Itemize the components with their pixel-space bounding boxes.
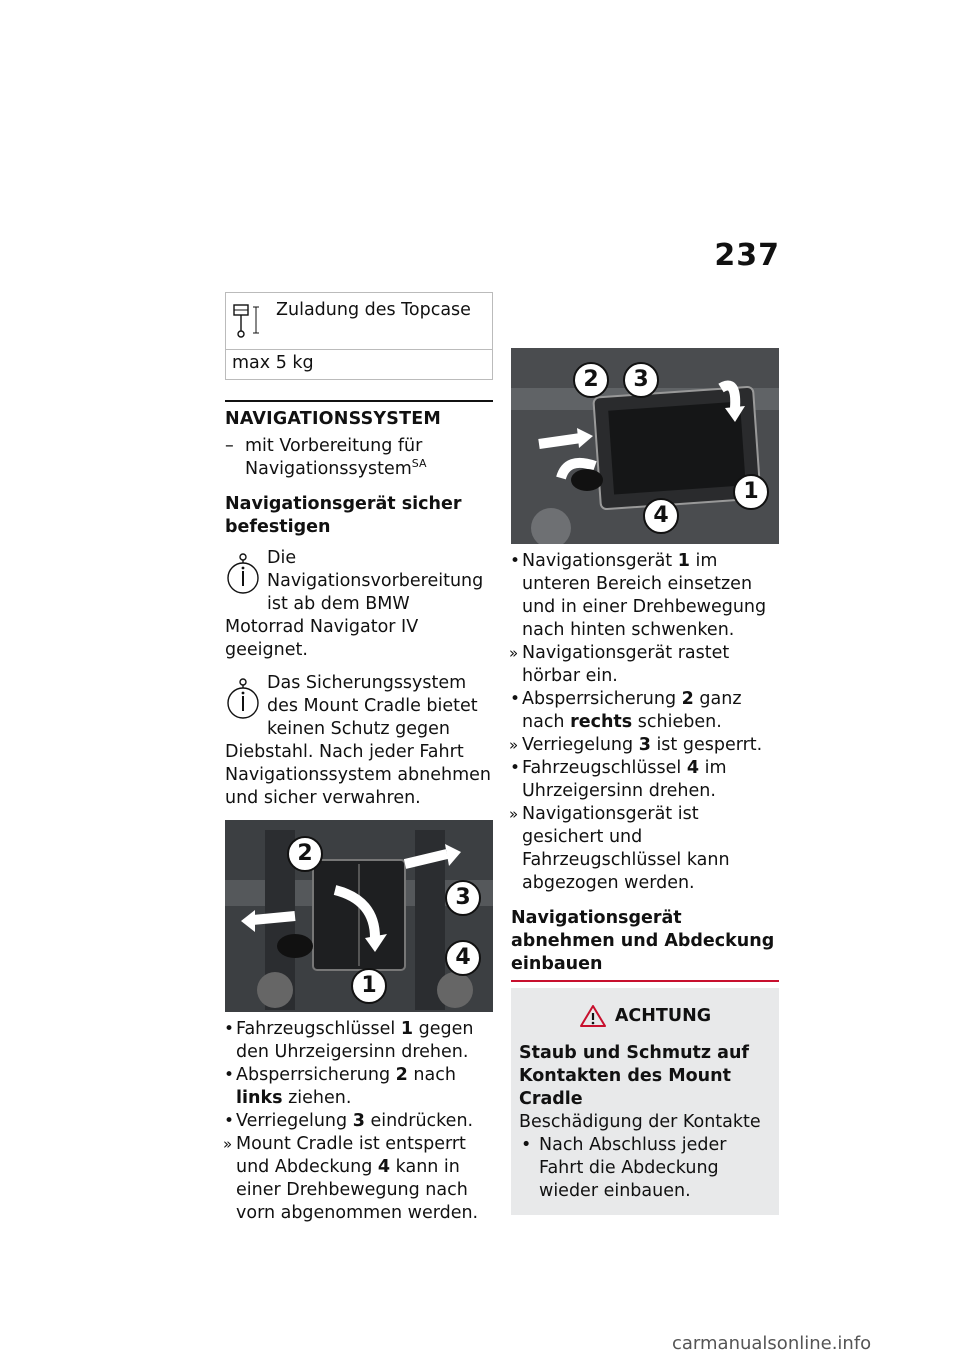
right-column bbox=[511, 288, 779, 1215]
option-item bbox=[225, 435, 493, 481]
callout-1: 1 bbox=[351, 968, 387, 1004]
warning-triangle-icon bbox=[579, 1004, 607, 1028]
warning-box bbox=[511, 988, 779, 1215]
weight-icon bbox=[232, 301, 264, 341]
step-result: » Verriegelung 3 ist gesperrt. bbox=[509, 735, 763, 755]
subsection-title-2: Navigationsgerät abnehmen und Abdeckung einbauen bbox=[511, 907, 779, 982]
left-column bbox=[225, 292, 493, 1225]
step-result: » Navigationsgerät ist gesichert und Fahrzeugschlüssel kann abgezogen werden. bbox=[509, 804, 730, 893]
warning-remedy: • Nach Abschluss jeder Fahrt die Abdeckung wieder einbauen. bbox=[521, 1135, 727, 1201]
option-sup: SA bbox=[411, 457, 427, 471]
step-item: • Absperrsicherung 2 ganz nach rechts schieben. bbox=[510, 689, 742, 732]
spec-table bbox=[225, 292, 493, 380]
spec-table-title: Zuladung des Topcase bbox=[276, 300, 471, 320]
option-text: mit Vorbereitung für Navigationssystem bbox=[245, 436, 423, 479]
info-note-1 bbox=[225, 547, 493, 662]
step-item: • Fahrzeugschlüssel 4 im Uhrzeigersinn drehen. bbox=[510, 758, 727, 801]
steps-left bbox=[225, 1018, 493, 1225]
section-title: NAVIGATIONSSYSTEM bbox=[225, 400, 493, 431]
warning-effect: Beschädigung der Kontakte bbox=[519, 1112, 761, 1132]
spec-table-value: max 5 kg bbox=[232, 353, 314, 373]
info-note-2 bbox=[225, 672, 493, 810]
info-icon bbox=[225, 549, 261, 595]
info-icon bbox=[225, 674, 261, 720]
dash-marker: – bbox=[225, 436, 234, 456]
watermark: carmanualsonline.info bbox=[672, 1333, 872, 1354]
step-item: • Fahrzeugschlüssel 1 gegen den Uhrzeigersinn drehen. bbox=[224, 1019, 474, 1062]
step-result: » Navigationsgerät rastet hörbar ein. bbox=[509, 643, 730, 686]
steps-right bbox=[511, 550, 779, 895]
step-item: • Navigationsgerät 1 im unteren Bereich einsetzen und in einer Drehbewegung nach hinten schwenken. bbox=[510, 551, 767, 640]
callout-3: 3 bbox=[623, 362, 659, 398]
info-text-1: Die Navigationsvorbereitung ist ab dem BMW Motorrad Navigator IV geeignet. bbox=[225, 548, 484, 660]
step-item: • Absperrsicherung 2 nach links ziehen. bbox=[224, 1065, 456, 1108]
page-number: 237 bbox=[714, 238, 780, 273]
spec-table-header bbox=[226, 293, 492, 350]
warning-cause: Staub und Schmutz auf Kontakten des Mount Cradle bbox=[519, 1043, 750, 1109]
step-item: • Verriegelung 3 eindrücken. bbox=[224, 1111, 474, 1131]
warning-title: ACHTUNG bbox=[519, 1004, 771, 1028]
info-text-2: Das Sicherungssystem des Mount Cradle bietet keinen Schutz gegen Diebstahl. Nach jeder Fahrt Navigationssystem abnehmen und sicher verwahren. bbox=[225, 673, 492, 808]
callout-3: 3 bbox=[445, 880, 481, 916]
callout-2: 2 bbox=[573, 362, 609, 398]
callout-1: 1 bbox=[733, 474, 769, 510]
figure-navigator-install bbox=[511, 348, 779, 544]
subsection-title: Navigationsgerät sicher befestigen bbox=[225, 494, 462, 537]
callout-4: 4 bbox=[643, 498, 679, 534]
callout-2: 2 bbox=[287, 836, 323, 872]
figure-mount-cradle-cover bbox=[225, 820, 493, 1012]
step-result: » Mount Cradle ist entsperrt und Abdeckung 4 kann in einer Drehbewegung nach vorn abgenommen werden. bbox=[223, 1134, 479, 1223]
callout-4: 4 bbox=[445, 940, 481, 976]
